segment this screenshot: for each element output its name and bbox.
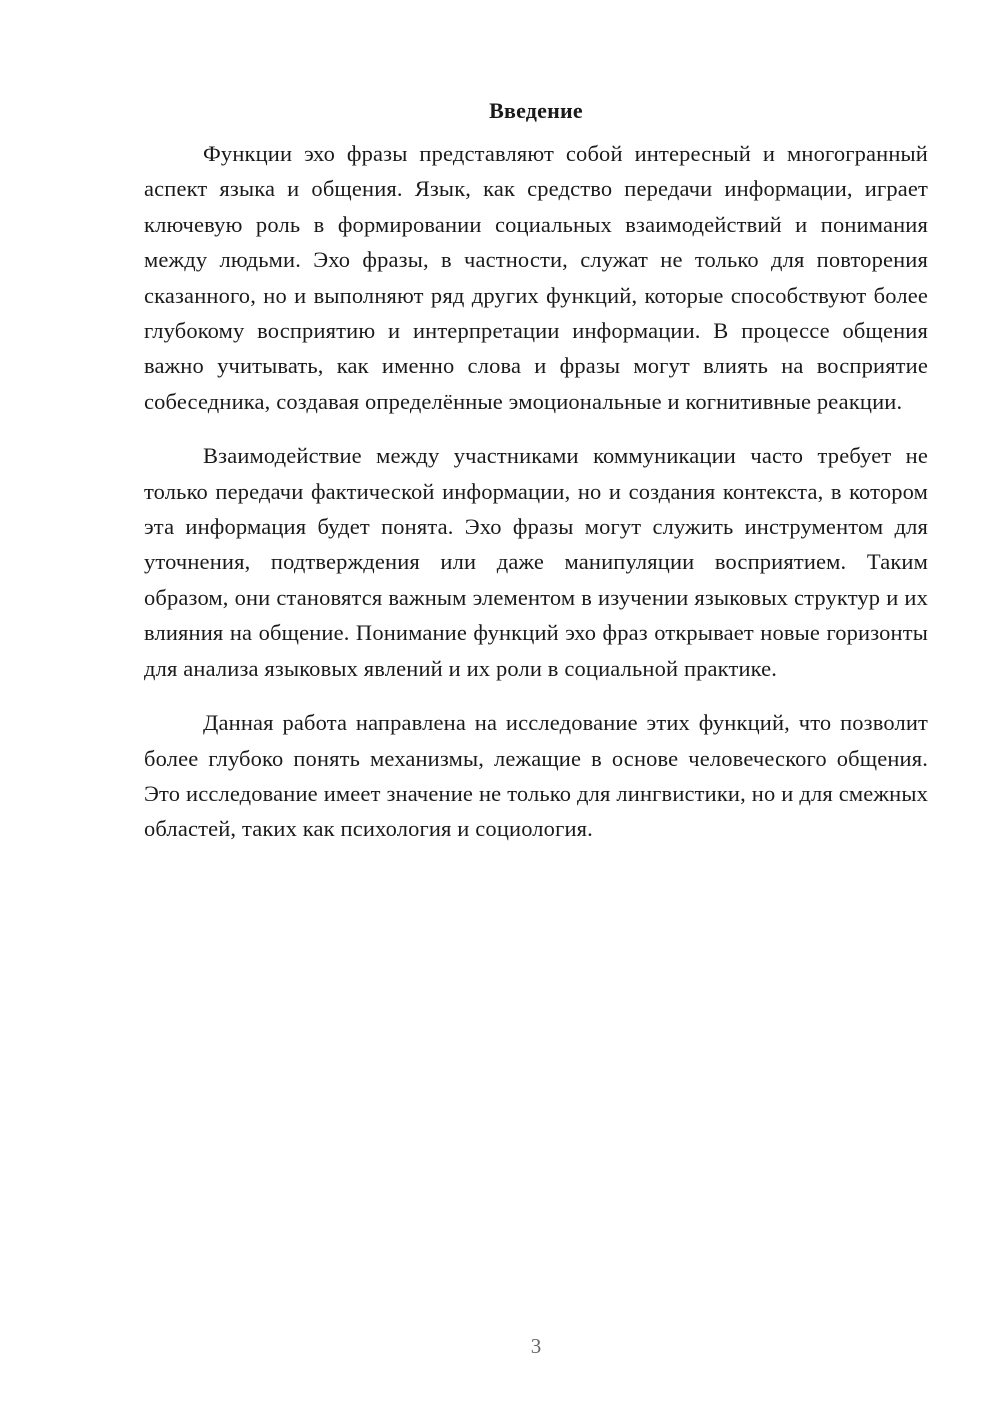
page-content (144, 96, 928, 847)
paragraph-2: Взаимодействие между участниками коммуникации часто требует не только передачи фактической информации, но и создания контекста, в котором эта информация будет понята. Эхо фразы могут служить инструментом для уточнения, подтверждения или даже манипуляции восприятием. Таким образом, они становятся важным элементом в изучении языковых структур и их влияния на общение. Понимание функций эхо фраз открывает новые горизонты для анализа языковых явлений и их роли в социальной практике. (144, 443, 928, 681)
page-number: 3 (530, 1334, 542, 1358)
section-title: Введение (489, 98, 583, 123)
paragraph-1: Функции эхо фразы представляют собой интересный и многогранный аспект языка и общения. Язык, как средство передачи информации, играет ключевую роль в формировании социальных взаимодействий и понимания между людьми. Эхо фразы, в частности, служат не только для повторения сказанного, но и выполняют ряд других функций, которые способствуют более глубокому восприятию и интерпретации информации. В процессе общения важно учитывать, как именно слова и фразы могут влиять на восприятие собеседника, создавая определённые эмоциональные и когнитивные реакции. (144, 141, 928, 414)
paragraph-3: Данная работа направлена на исследование этих функций, что позволит более глубоко понять механизмы, лежащие в основе человеческого общения. Это исследование имеет значение не только для лингвистики, но и для смежных областей, таких как психология и социология. (144, 710, 928, 842)
